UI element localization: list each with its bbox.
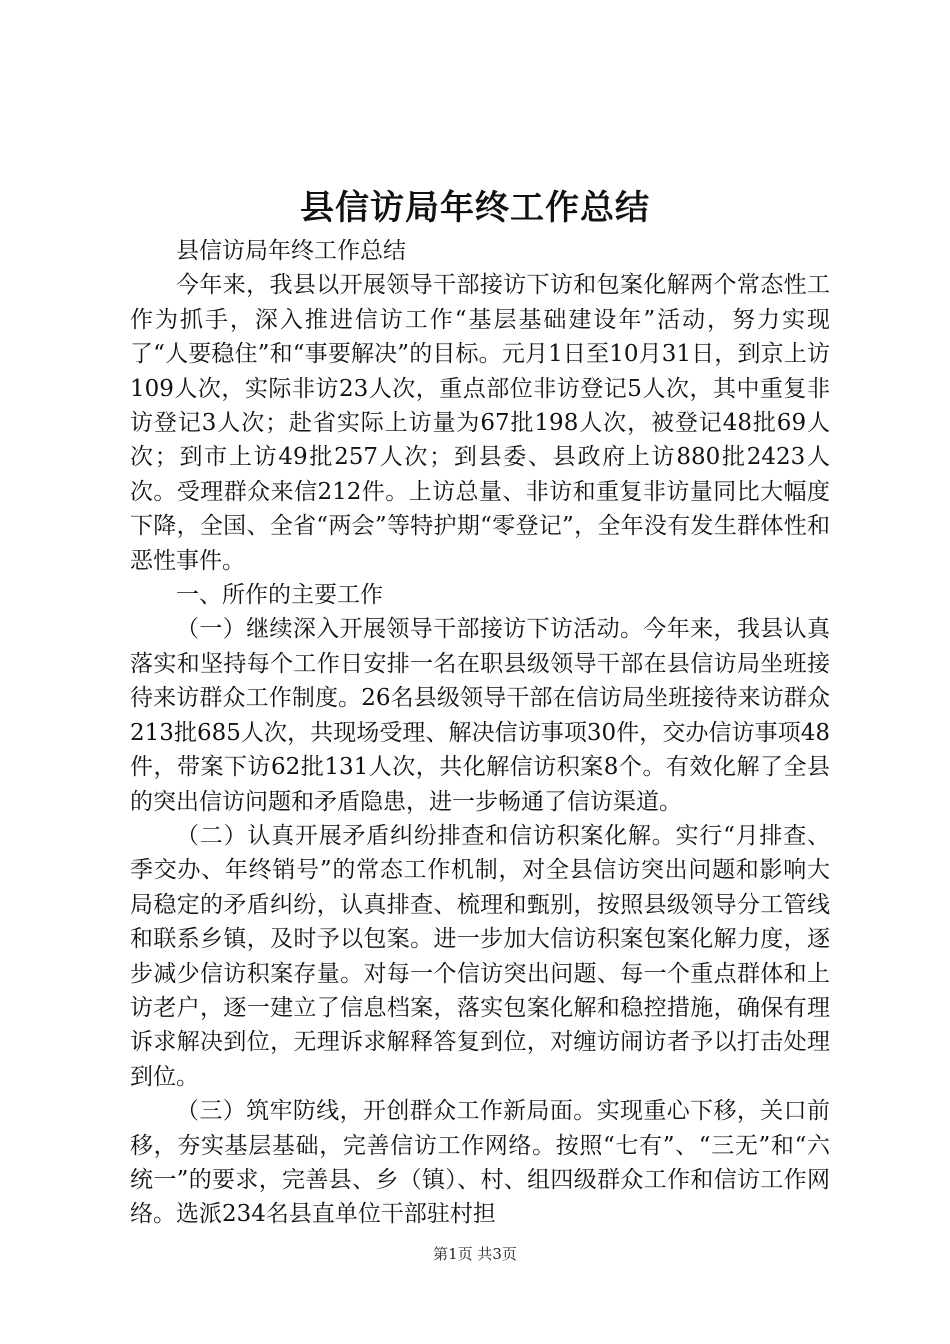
section-heading: 一、所作的主要工作	[176, 582, 383, 609]
paragraph-item-2: （二）认真开展矛盾纠纷排查和信访积案化解。实行“月排查、季交办、年终销号”的常态工作机制，对全县信访突出问题和影响大局稳定的矛盾纠纷，认真排查、梳理和甄别，按照县级领导分工管线和联系乡镇，及时予以包案。进一步加大信访积案包案化解力度，逐步减少信访积案存量。对每一个信访突出问题、每一个重点群体和上访老户，逐一建立了信息档案，落实包案化解和稳控措施，确保有理诉求解决到位，无理诉求解释答复到位，对缠访闹访者予以打击处理到位。	[130, 822, 830, 1090]
paragraph-subtitle: 县信访局年终工作总结	[176, 238, 406, 264]
document-title: 县信访局年终工作总结	[300, 188, 650, 228]
paragraph-summary: 今年来，我县以开展领导干部接访下访和包案化解两个常态性工作为抓手，深入推进信访工作“基层基础建设年”活动，努力实现了“人要稳住”和“事要解决”的目标。元月1日至10月31日，到京上访109人次，实际非访23人次，重点部位非访登记5人次，其中重复非访登记3人次；赴省实际上访量为67批198人次，被登记48批69人次；到市上访49批257人次；到县委、县政府上访880批2423人次。受理群众来信212件。上访总量、非访和重复非访量同比大幅度下降，全国、全省“两会”等特护期“零登记”，全年没有发生群体性和恶性事件。	[130, 272, 830, 574]
page-number-footer: 第1页 共3页	[433, 1245, 517, 1263]
paragraph-item-3: （三）筑牢防线，开创群众工作新局面。实现重心下移，关口前移，夯实基层基础，完善信访工作网络。按照“七有”、“三无”和“六统一”的要求，完善县、乡（镇）、村、组四级群众工作和信访工作网络。选派234名县直单位干部驻村担	[130, 1098, 830, 1228]
paragraph-item-1: （一）继续深入开展领导干部接访下访活动。今年来，我县认真落实和坚持每个工作日安排一名在职县级领导干部在县信访局坐班接待来访群众工作制度。26名县级领导干部在信访局坐班接待来访群众213批685人次，共现场受理、解决信访事项30件，交办信访事项48件，带案下访62批131人次，共化解信访积案8个。有效化解了全县的突出信访问题和矛盾隐患，进一步畅通了信访渠道。	[130, 616, 830, 815]
document-body	[130, 234, 830, 1232]
